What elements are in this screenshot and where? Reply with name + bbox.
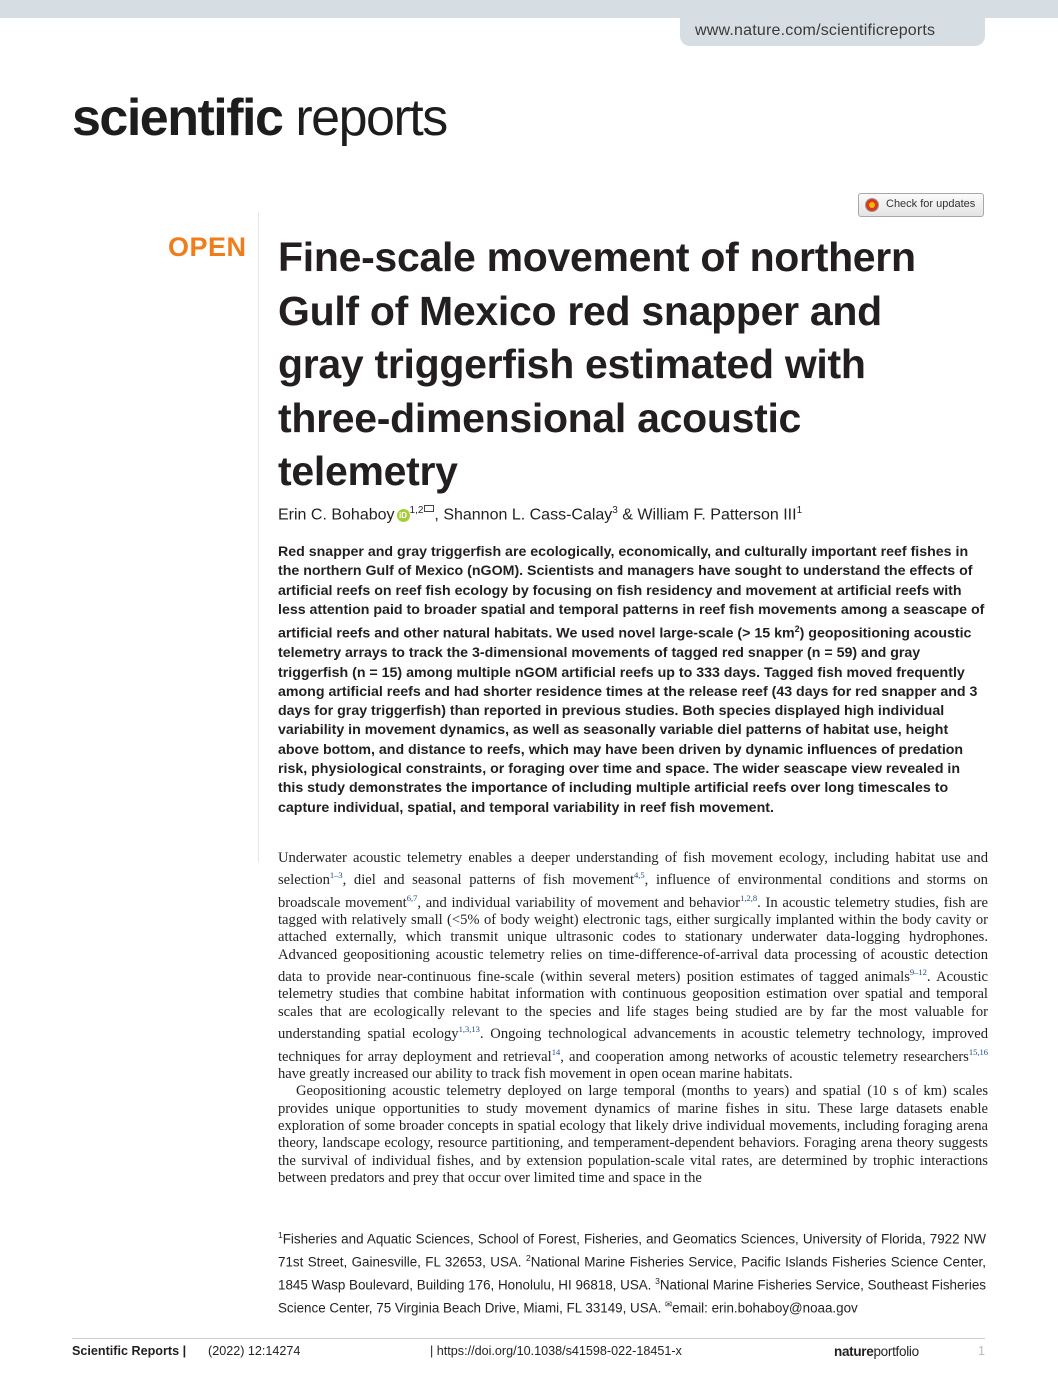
abstract-text: ) geopositioning acoustic telemetry arrays to track the 3-dimensional movements of tagged red snapper (n = 59) and gray triggerfish (n = 15) among multiple nGOM artificial reefs up to 333 days. Tagged fish moved frequently among artificial reefs and had shorter residence times at the release reef (43 days for red snapper and 3 days for gray triggerfish) than reported in previous studies. Both species displayed high individual variability in movement dynamics, as well as seasonally variable diel patterns of habitat use, height above bottom, and distance to reefs, which may have been driven by dynamic influences of predation risk, physiological constraints, or foraging over time and space. The wider seascape view revealed in this study demonstrates the importance of including multiple artificial reefs over long timescales to capture individual, spatial, and temporal variability in reef fish movement.	[278, 625, 978, 816]
footer-divider	[72, 1338, 985, 1339]
orcid-icon[interactable]: iD	[397, 509, 410, 522]
citation-superscript[interactable]: 1	[278, 1230, 283, 1240]
citation-superscript[interactable]: 1–3	[329, 870, 343, 881]
citation-superscript[interactable]: 14	[551, 1046, 561, 1057]
footer-journal-name: Scientific Reports |	[72, 1344, 187, 1358]
author-separator: ,	[434, 506, 444, 524]
body-paragraph: Geopositioning acoustic telemetry deployed on large temporal (months to years) and spatial (10 s of km) scales provides unique opportunities to study movement dynamics of marine fishes in situ. These large datasets enable exploration of some broader concepts in spatial ecology that likely drive individual movements, including foraging arena theory, landscape ecology, resource partitioning, and temperament-dependent behaviors. Foraging arena theory suggests the survival of individual fishes, and by extension population-scale vital rates, are determined by trophic interactions between predators and prey that occur over limited time and space in the	[278, 1083, 988, 1187]
check-for-updates-button[interactable]	[858, 193, 984, 217]
author-name[interactable]: Erin C. Bohaboy	[278, 506, 395, 524]
citation-superscript[interactable]: 4,5	[634, 870, 645, 881]
text-run: , and individual variability of movement and behavior	[417, 894, 741, 911]
crossmark-icon	[865, 198, 879, 212]
abstract-superscript: 2	[794, 624, 800, 635]
check-for-updates-label: Check for updates	[886, 198, 976, 210]
citation-superscript[interactable]: ✉	[665, 1299, 673, 1310]
logo-light-text: reports	[282, 89, 447, 147]
article-title: Fine-scale movement of northern Gulf of Mexico red snapper and gray triggerfish estimated with three-dimensional acoustic telemetry	[278, 234, 916, 494]
email-envelope-icon[interactable]	[424, 505, 434, 512]
publisher-logo	[834, 1344, 919, 1359]
author-separator: &	[617, 506, 638, 524]
text-run: , influence of environmental conditions and storms on broadscale movement	[278, 872, 988, 911]
text-run: National Marine Fisheries Service, Pacific Islands Fisheries Science Center, 1845 Wasp Boulevard, Building 176, Honolulu, HI 96818, USA.	[278, 1254, 986, 1293]
text-run: . Ongoing technological advancements in acoustic telemetry technology, improved techniques for array deployment and retrieval	[278, 1026, 988, 1065]
text-run: have greatly increased our ability to track fish movement in open ocean marine habitats.	[278, 1065, 793, 1082]
footer-doi-link[interactable]: | https://doi.org/10.1038/s41598-022-18451-x	[430, 1344, 682, 1358]
affiliation-marker: 1	[796, 505, 803, 516]
text-run: email: erin.bohaboy@noaa.gov	[672, 1300, 858, 1316]
logo-bold-text: scientific	[72, 89, 283, 147]
text-run: . Acoustic telemetry studies that combine habitat information with continuous geoposition estimation over spatial and temporal scales that are ecologically relevant to the species and life stages being studied are by far the most valuable for understanding spatial ecology	[278, 969, 988, 1043]
citation-superscript[interactable]: 1,3,13	[458, 1024, 480, 1035]
text-run: Underwater acoustic telemetry enables a deeper understanding of fish movement ecology, including habitat use and selection	[278, 850, 988, 889]
text-run: National Marine Fisheries Service, Southeast Fisheries Science Center, 75 Virginia Beach Drive, Miami, FL 33149, USA.	[278, 1277, 987, 1316]
journal-url-link[interactable]: www.nature.com/scientificreports	[695, 22, 936, 39]
citation-superscript[interactable]: 3	[655, 1276, 660, 1287]
author-list	[278, 505, 802, 524]
citation-superscript[interactable]: 2	[525, 1253, 531, 1264]
citation-superscript[interactable]: 6,7	[406, 892, 418, 903]
open-access-label: OPEN	[168, 232, 247, 262]
divider-line	[258, 212, 259, 862]
affiliation-marker: 1,2	[409, 505, 424, 516]
citation-superscript[interactable]: 1,2,8	[740, 892, 758, 903]
author-name[interactable]: Shannon L. Cass-Calay	[443, 506, 613, 524]
journal-logo	[72, 90, 447, 146]
text-run: , diel and seasonal patterns of fish movement	[342, 872, 635, 889]
citation-superscript[interactable]: 9–12	[909, 967, 927, 978]
text-run: Fisheries and Aquatic Sciences, School of Forest, Fisheries, and Geomatics Sciences, University of Florida, 7922 NW 71st Street, Gainesville, FL 32653, USA.	[278, 1231, 986, 1270]
footer-volume: (2022) 12:14274	[208, 1344, 301, 1358]
body-text	[278, 850, 988, 1188]
text-run: , and cooperation among networks of acoustic telemetry researchers	[560, 1048, 969, 1065]
abstract	[278, 543, 988, 818]
abstract-text: Red snapper and gray triggerfish are ecologically, economically, and culturally important reef fishes in the northern Gulf of Mexico (nGOM). Scientists and managers have sought to understand the effects of artificial reefs on reef fish ecology by focusing on fish residency and movement at artificial reefs with less attention paid to broader spatial and temporal patterns in reef fish movements among a seascape of artificial reefs and other natural habitats. We used novel large-scale (> 15 km	[278, 544, 985, 642]
affiliations-footnote	[278, 1226, 986, 1318]
body-paragraph	[278, 850, 988, 1083]
page-number: 1	[978, 1344, 986, 1358]
text-run: . In acoustic telemetry studies, fish are tagged with relatively small (<5% of body weight) electronic tags, either surgically implanted within the body cavity or attached externally, which transmit unique ultrasonic codes to stationary underwater data-logging hydrophones. Advanced geopositioning acoustic telemetry relies on time-difference-of-arrival data processing of acoustic detection data to provide near-continuous fine-scale (within several meters) position estimates of tagged animals	[278, 894, 988, 986]
publisher-light: portfolio	[873, 1344, 919, 1359]
author-name[interactable]: William F. Patterson III	[637, 506, 797, 524]
publisher-bold: nature	[834, 1344, 874, 1359]
top-bar	[0, 0, 1058, 18]
citation-superscript[interactable]: 15,16	[968, 1046, 988, 1057]
affiliation-marker: 3	[612, 505, 618, 516]
